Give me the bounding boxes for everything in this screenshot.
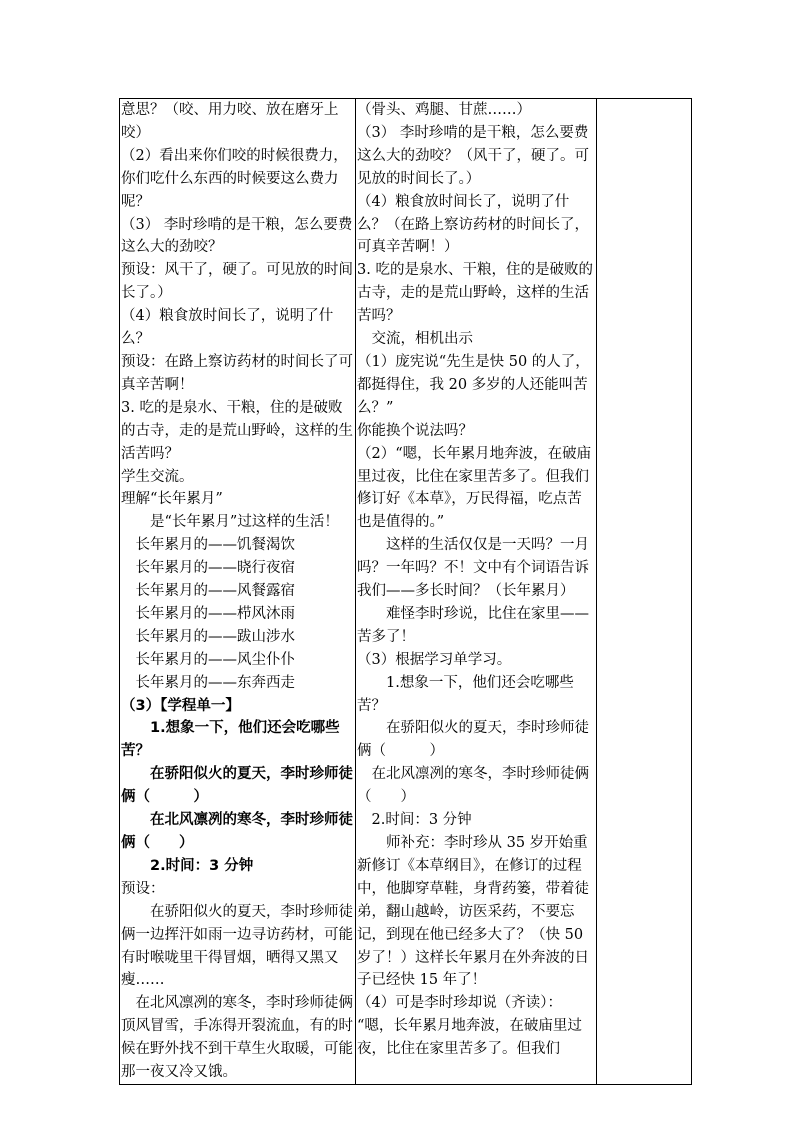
- paragraph: 在北风凛冽的寒冬，李时珍师徒俩顶风冒雪，手冻得开裂流血，有的时候在野外找不到干草生火取暖，可能那一夜又冷又饿。: [121, 995, 353, 1081]
- paragraph: （3） 李时珍啃的是干粮，怎么要费这么大的劲咬？: [121, 216, 353, 256]
- paragraph: “嗯，长年累月地奔波，在破庙里过夜，比住在家里苦多了。但我们: [357, 1018, 582, 1058]
- paragraph: 预设：: [121, 880, 165, 897]
- paragraph: 长年累月的——晓行夜宿: [135, 560, 295, 577]
- paragraph: （2）“嗯，长年累月地奔波，在破庙里过夜，比住在家里苦多了。但我们修订好《本草》，万民得福，吃点苦也是值得的。”: [357, 445, 592, 531]
- paragraph: 在北风凛冽的寒冬，李时珍师徒俩（ ）: [121, 812, 353, 851]
- lesson-plan-table: [119, 98, 692, 1085]
- paragraph: 长年累月的——风餐露宿: [135, 583, 295, 600]
- paragraph: 在骄阳似火的夏天，李时珍师徒俩（ ）: [121, 766, 353, 806]
- paragraph: 1.想象一下，他们还会吃哪些苦？: [121, 720, 340, 760]
- paragraph: 1.想象一下，他们还会吃哪些苦？: [357, 674, 574, 714]
- paragraph: 在北风凛冽的寒冬，李时珍师徒俩（ ）: [357, 766, 589, 806]
- paragraph: （3）根据学习单学习。: [357, 651, 512, 668]
- paragraph: 难怪李时珍说，比住在家里——苦多了！: [357, 605, 589, 645]
- paragraph: （4）粮食放时间长了，说明了什么？: [121, 308, 334, 348]
- paragraph: 交流，相机出示: [371, 331, 473, 348]
- paragraph: 2.时间：3 分钟: [371, 812, 472, 829]
- paragraph: 3. 吃的是泉水、干粮，住的是破败的古寺，走的是荒山野岭，这样的生活苦吗？: [357, 262, 593, 325]
- left-column-cell: [120, 99, 356, 1085]
- paragraph: 理解“长年累月”: [121, 491, 223, 508]
- paragraph: 这样的生活仅仅是一天吗？一月吗？一年吗？不！文中有个词语告诉我们——多长时间？（长年累月）: [357, 537, 589, 600]
- right-column-cell: [597, 99, 692, 1085]
- paragraph: （骨头、鸡腿、甘蔗……）: [357, 102, 531, 118]
- paragraph: （4）粮食放时间长了，说明了什么？（在路上察访药材的时间长了，可真辛苦啊！）: [357, 193, 589, 256]
- paragraph: （3）【学程单一】: [121, 697, 240, 714]
- paragraph: 2.时间：3 分钟: [150, 857, 254, 874]
- paragraph: 你能换个说法吗？: [357, 422, 473, 439]
- paragraph: 学生交流。: [121, 468, 194, 485]
- paragraph: 3. 吃的是泉水、干粮，住的是破败的古寺，走的是荒山野岭，这样的生活苦吗？: [121, 399, 353, 462]
- paragraph: （3） 李时珍啃的是干粮，怎么要费这么大的劲咬？（风干了，硬了。可见放的时间长了。）: [357, 124, 589, 187]
- paragraph: 长年累月的——跋山涉水: [135, 628, 295, 645]
- paragraph: 预设：风干了，硬了。可见放的时间长了。）: [121, 262, 353, 302]
- paragraph: 师补充：李时珍从 35 岁开始重新修订《本草纲目》，在修订的过程中，他脚穿草鞋，身背药篓，带着徒弟，翻山越岭，访医采药，不要忘记，到现在他已经多大了？（快 50 岁了！）这样长年累月在外奔波的日子已经快 15 年了！: [357, 835, 589, 989]
- paragraph: 预设：在路上察访药材的时间长了可真辛苦啊！: [121, 353, 353, 393]
- paragraph: 长年累月的——东奔西走: [135, 674, 295, 691]
- paragraph: （2）看出来你们咬的时候很费力，你们吃什么东西的时候要这么费力呢？: [121, 147, 348, 210]
- middle-column-cell: [356, 99, 597, 1085]
- paragraph: 是“长年累月”过这样的生活！: [150, 514, 339, 531]
- paragraph: 长年累月的——饥餐渴饮: [135, 537, 295, 554]
- paragraph: （4）可是李时珍却说（齐读）：: [357, 995, 562, 1012]
- paragraph: 长年累月的——栉风沐雨: [135, 605, 295, 622]
- paragraph: （1）庞宪说“先生是快 50 的人了，都挺得住，我 20 多岁的人还能叫苦么？”: [357, 353, 590, 416]
- paragraph: 意思？（咬、用力咬、放在磨牙上咬）: [121, 102, 339, 141]
- table-row: [120, 99, 692, 1085]
- paragraph: 在骄阳似火的夏天，李时珍师徒俩（ ）: [357, 720, 589, 760]
- paragraph: 长年累月的——风尘仆仆: [135, 651, 295, 668]
- paragraph: 在骄阳似火的夏天，李时珍师徒俩一边挥汗如雨一边寻访药材，可能有时喉咙里干得冒烟，晒得又黑又瘦……: [121, 903, 353, 989]
